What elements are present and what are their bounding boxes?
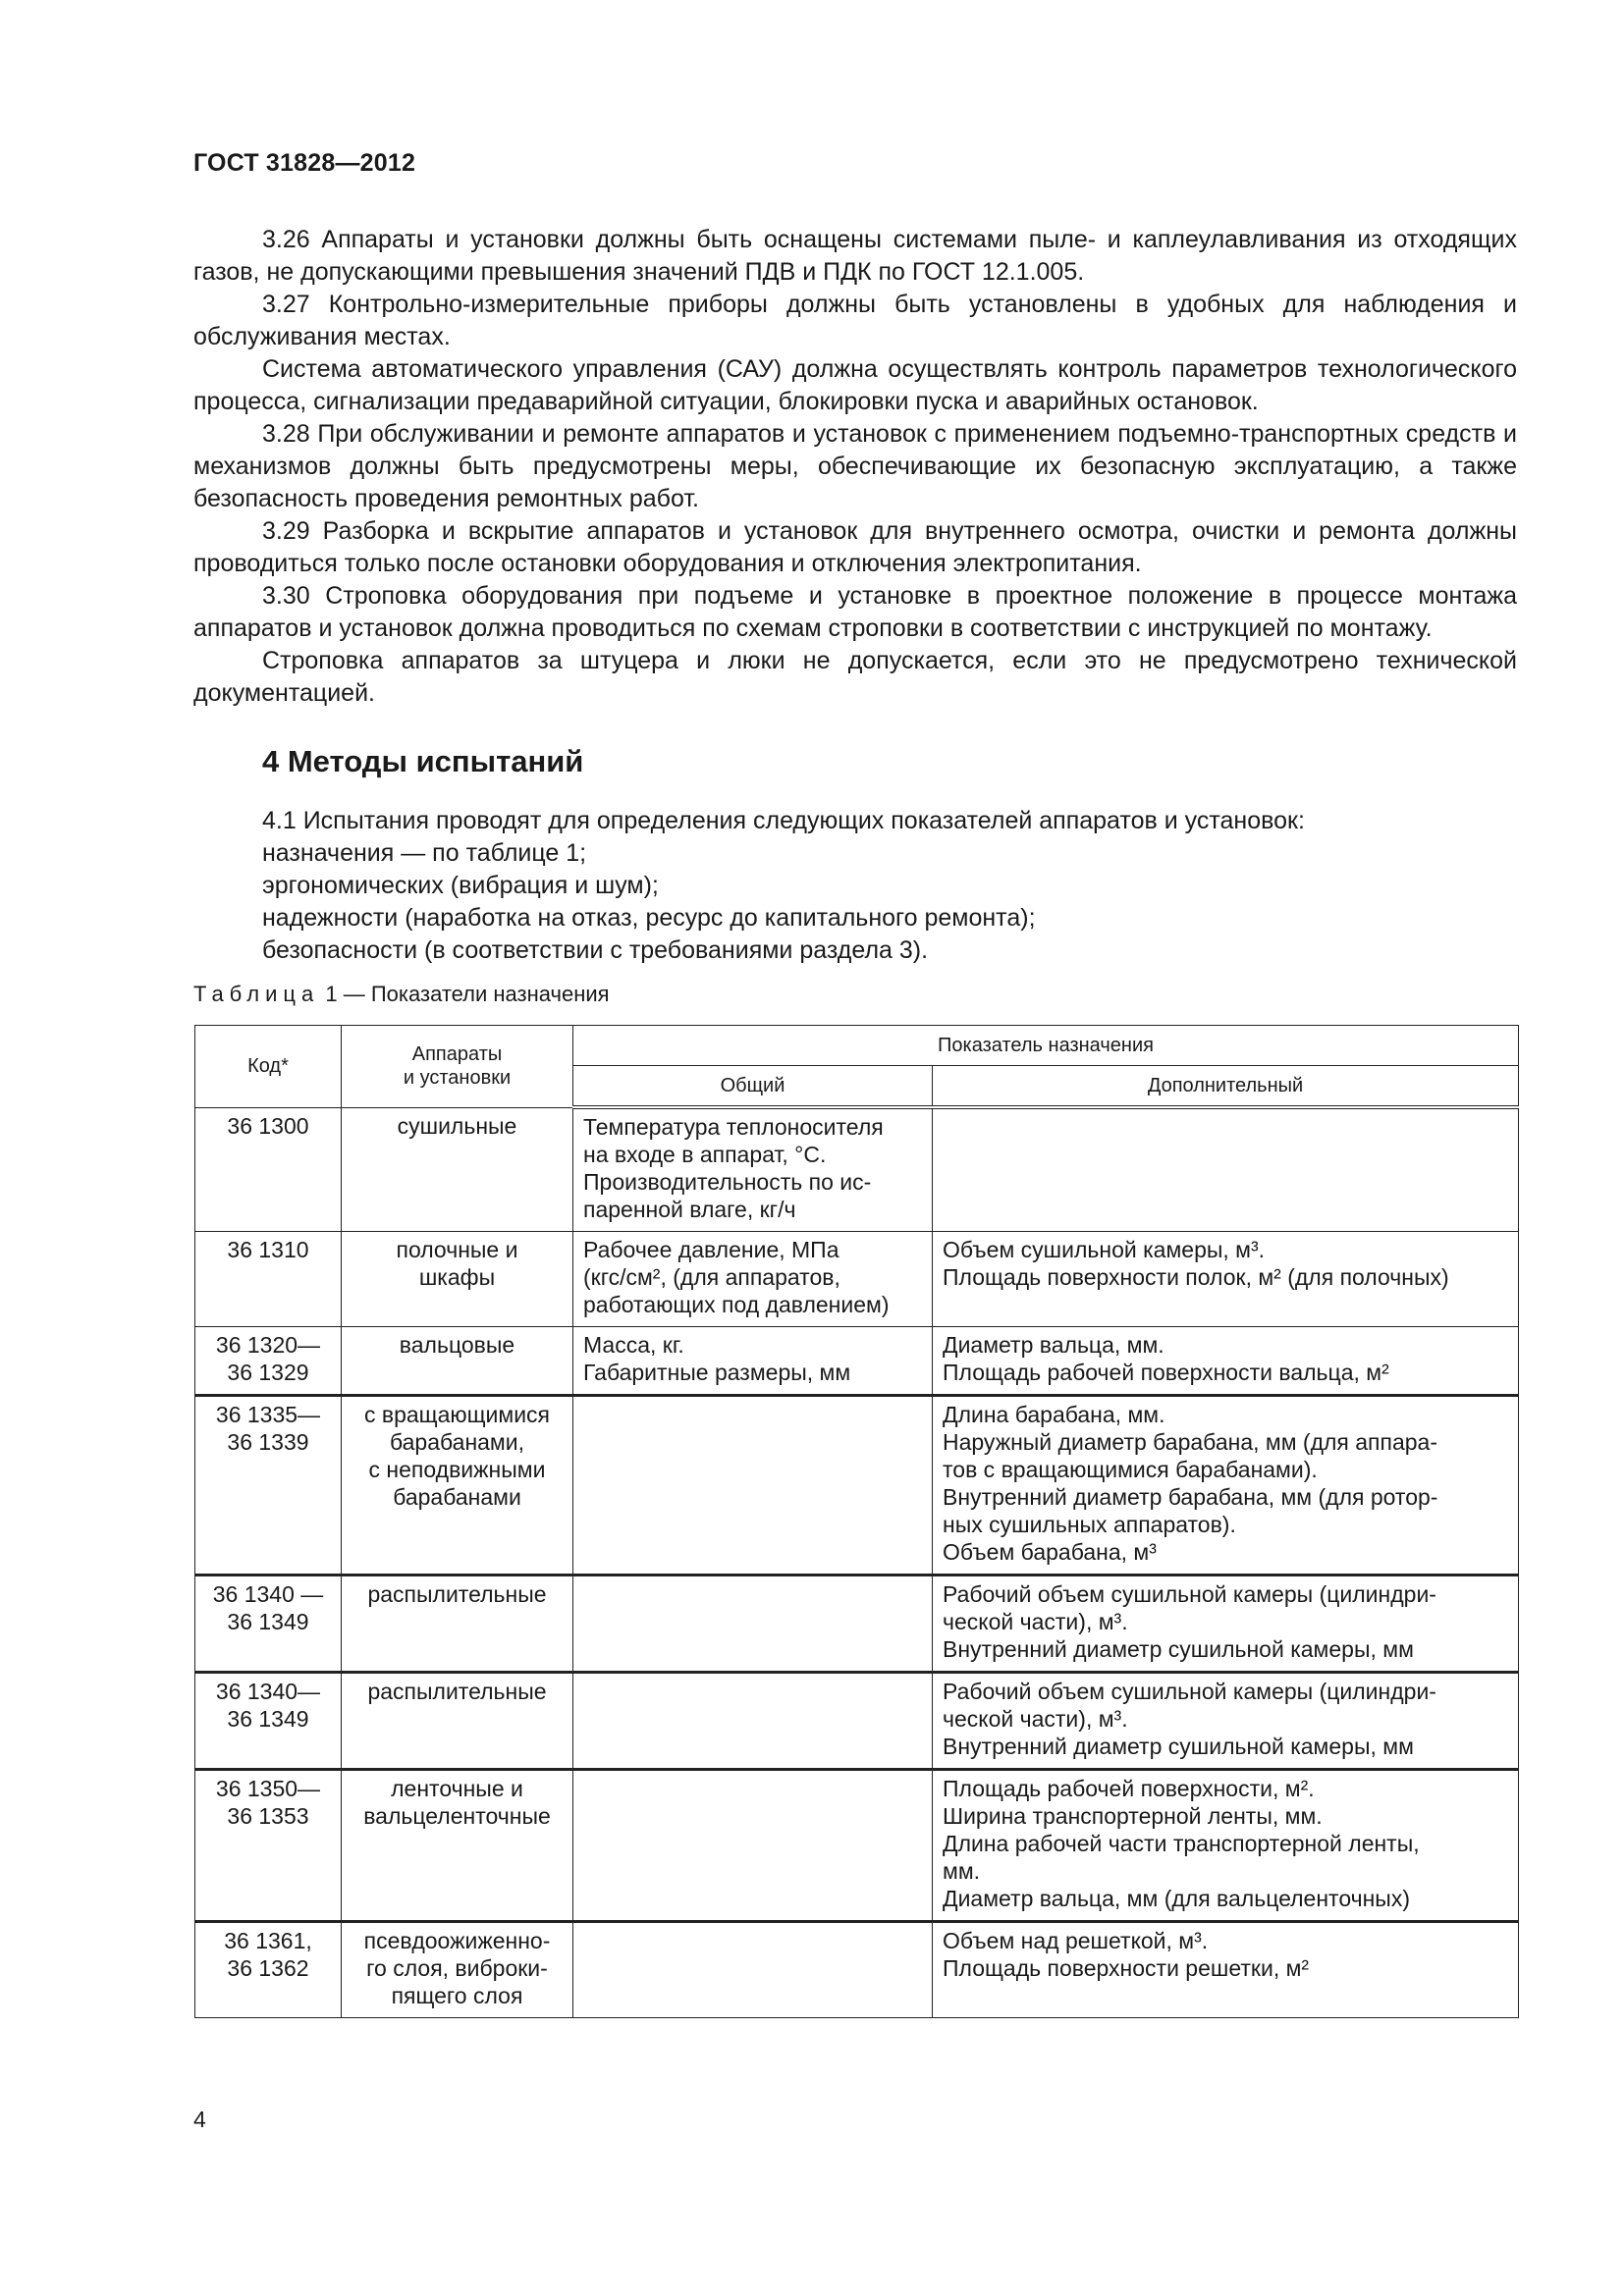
cell-line: ных сушильных аппаратов). xyxy=(943,1512,1236,1537)
cell-line: 36 1339 xyxy=(227,1429,309,1455)
cell-code xyxy=(195,1922,342,2018)
cell-line: ческой части), м³. xyxy=(943,1609,1128,1634)
list-line: 4.1 Испытания проводят для определения следующих показателей аппаратов и установок: xyxy=(262,807,1305,834)
document-header: ГОСТ 31828—2012 xyxy=(193,149,416,177)
cell-line: Рабочее давление, МПа xyxy=(583,1237,839,1262)
cell-line: шкафы xyxy=(418,1264,496,1290)
cell-line: 36 1340 — xyxy=(212,1581,324,1607)
cell-line: 36 1362 xyxy=(227,1955,309,1981)
cell-line: тов с вращающимися барабанами). xyxy=(943,1457,1318,1482)
table-row xyxy=(195,1922,1519,2018)
cell-line: Внутренний диаметр барабана, мм (для ротор- xyxy=(943,1484,1438,1510)
cell-additional xyxy=(933,1396,1519,1575)
list-line: надежности (наработка на отказ, ресурс до капитального ремонта); xyxy=(262,904,1036,932)
cell-line: го слоя, виброки- xyxy=(366,1955,548,1981)
cell-code xyxy=(195,1673,342,1770)
indicators-table xyxy=(194,1025,1519,2018)
cell-code xyxy=(195,1232,342,1327)
cell-line: барабанами xyxy=(393,1484,521,1510)
cell-line: Рабочий объем сушильной камеры (цилиндри- xyxy=(943,1581,1436,1607)
cell-line: вальцовые xyxy=(399,1332,515,1358)
cell-line: 36 1361, xyxy=(224,1928,312,1953)
cell-line: Длина рабочей части транспортерной ленты, xyxy=(943,1831,1420,1856)
cell-line: 36 1329 xyxy=(227,1360,309,1385)
cell-line: ческой части), м³. xyxy=(943,1706,1128,1732)
cell-line: 36 1300 xyxy=(227,1112,309,1139)
table-row xyxy=(195,1232,1519,1327)
cell-line: Внутренний диаметр сушильной камеры, мм xyxy=(943,1636,1414,1662)
cell-apparatus xyxy=(342,1922,573,2018)
table-body xyxy=(195,1107,1519,2018)
cell-line: (кгс/см², (для аппаратов, xyxy=(583,1264,840,1290)
header-code: Код* xyxy=(195,1026,342,1108)
paragraph: 3.29 Разборка и вскрытие аппаратов и установок для внутреннего осмотра, очистки и ремонта должны проводиться только после остановки оборудования и отключения электропитания. xyxy=(193,517,1517,577)
cell-general xyxy=(573,1575,933,1673)
list-line: безопасности (в соответствии с требованиями раздела 3). xyxy=(262,936,929,964)
cell-additional xyxy=(933,1107,1519,1232)
header-apparatus: Аппараты и установки xyxy=(342,1026,573,1108)
cell-line: 36 1353 xyxy=(227,1803,309,1829)
cell-line: с неподвижными xyxy=(368,1457,546,1482)
table-caption-text: 1 — Показатели назначения xyxy=(325,982,610,1006)
cell-apparatus xyxy=(342,1232,573,1327)
cell-apparatus xyxy=(342,1673,573,1770)
cell-line: псевдоожиженно- xyxy=(363,1928,551,1953)
cell-line: Ширина транспортерной ленты, мм. xyxy=(943,1803,1323,1829)
paragraph: Система автоматического управления (САУ) должна осуществлять контроль параметров технологического процесса, сигнализации предаварийной ситуации, блокировки пуска и аварийных остановок. xyxy=(193,355,1517,415)
cell-additional xyxy=(933,1922,1519,2018)
cell-general xyxy=(573,1396,933,1575)
cell-line: Объем сушильной камеры, м³. xyxy=(943,1237,1266,1262)
cell-general xyxy=(573,1673,933,1770)
cell-line: Габаритные размеры, мм xyxy=(583,1360,851,1385)
cell-apparatus xyxy=(342,1575,573,1673)
cell-line: полочные и xyxy=(396,1237,518,1262)
cell-code xyxy=(195,1107,342,1232)
cell-general xyxy=(573,1922,933,2018)
cell-line: распылительные xyxy=(367,1581,547,1607)
section-4-list xyxy=(262,805,1305,967)
cell-additional xyxy=(933,1327,1519,1396)
paragraph: 3.28 При обслуживании и ремонте аппаратов и установок с применением подъемно-транспортных средств и механизмов должны быть предусмотрены меры, обеспечивающие их безопасную эксплуатацию, а также безопасность проведения ремонтных работ. xyxy=(193,420,1517,512)
header-general: Общий xyxy=(573,1066,933,1108)
cell-line: на входе в аппарат, °С. xyxy=(583,1142,827,1167)
cell-line: мм. xyxy=(943,1858,981,1884)
list-line: эргономических (вибрация и шум); xyxy=(262,872,659,899)
cell-line: 36 1335— xyxy=(215,1402,321,1427)
paragraph: 3.27 Контрольно-измерительные приборы должны быть установлены в удобных для наблюдения и обслуживания местах. xyxy=(193,291,1517,350)
cell-line: Рабочий объем сушильной камеры (цилиндри- xyxy=(943,1679,1436,1704)
cell-line: ленточные и xyxy=(391,1776,523,1801)
cell-code xyxy=(195,1770,342,1922)
cell-additional xyxy=(933,1770,1519,1922)
cell-line: барабанами, xyxy=(389,1429,524,1455)
cell-apparatus xyxy=(342,1107,573,1232)
list-line: назначения — по таблице 1; xyxy=(262,839,587,867)
cell-line: распылительные xyxy=(367,1679,547,1704)
cell-line: с вращающимися xyxy=(363,1402,551,1427)
table-row xyxy=(195,1107,1519,1232)
section-3-text xyxy=(193,224,1517,710)
paragraph: 3.26 Аппараты и установки должны быть оснащены системами пыле- и каплеулавливания из отходящих газов, не допускающими превышения значений ПДВ и ПДК по ГОСТ 12.1.005. xyxy=(193,226,1517,286)
cell-line: 36 1349 xyxy=(227,1706,309,1732)
cell-general xyxy=(573,1107,933,1232)
cell-code xyxy=(195,1396,342,1575)
table-row xyxy=(195,1327,1519,1396)
table-row xyxy=(195,1673,1519,1770)
header-additional: Дополнительный xyxy=(933,1066,1519,1108)
cell-general xyxy=(573,1232,933,1327)
section-title: 4 Методы испытаний xyxy=(262,744,584,778)
cell-line: 36 1320— xyxy=(215,1332,321,1358)
cell-additional xyxy=(933,1575,1519,1673)
table-row xyxy=(195,1575,1519,1673)
cell-general xyxy=(573,1327,933,1396)
cell-additional xyxy=(933,1232,1519,1327)
cell-line: Внутренний диаметр сушильной камеры, мм xyxy=(943,1734,1414,1759)
cell-line: Площадь рабочей поверхности, м². xyxy=(943,1776,1315,1801)
cell-line: работающих под давлением) xyxy=(583,1292,890,1317)
table-row xyxy=(195,1396,1519,1575)
paragraph: Строповка аппаратов за штуцера и люки не допускается, если это не предусмотрено технической документацией. xyxy=(193,647,1517,707)
cell-line: Температура теплоносителя xyxy=(583,1114,884,1140)
cell-apparatus xyxy=(342,1327,573,1396)
cell-apparatus xyxy=(342,1396,573,1575)
cell-line: Объем над решеткой, м³. xyxy=(943,1928,1209,1953)
header-purpose: Показатель назначения xyxy=(573,1026,1519,1066)
table-caption xyxy=(193,982,610,1007)
cell-line: Площадь рабочей поверхности вальца, м² xyxy=(943,1360,1389,1385)
table-row xyxy=(195,1770,1519,1922)
cell-line: Диаметр вальца, мм. xyxy=(943,1332,1164,1358)
cell-line: Площадь поверхности решетки, м² xyxy=(943,1955,1310,1981)
cell-line: сушильные xyxy=(397,1112,517,1139)
table-caption-label: Таблица xyxy=(193,982,320,1006)
page-number: 4 xyxy=(193,2107,206,2132)
cell-line: пящего слоя xyxy=(391,1983,523,2008)
cell-line: Масса, кг. xyxy=(583,1332,684,1358)
cell-line: 36 1340— xyxy=(215,1679,321,1704)
cell-line: Длина барабана, мм. xyxy=(943,1402,1165,1427)
cell-line: 36 1310 xyxy=(227,1237,309,1262)
cell-code xyxy=(195,1327,342,1396)
cell-line: 36 1350— xyxy=(215,1776,321,1801)
cell-line: Наружный диаметр барабана, мм (для аппара- xyxy=(943,1429,1437,1455)
cell-general xyxy=(573,1770,933,1922)
cell-line: паренной влаге, кг/ч xyxy=(583,1197,796,1222)
cell-line: вальцеленточные xyxy=(363,1803,551,1829)
cell-code xyxy=(195,1575,342,1673)
paragraph: 3.30 Строповка оборудования при подъеме и установке в проектное положение в процессе монтажа аппаратов и установок должна проводиться по схемам строповки в соответствии с инструкцией по монтажу. xyxy=(193,582,1517,642)
cell-line: 36 1349 xyxy=(227,1609,309,1634)
cell-line: Объем барабана, м³ xyxy=(943,1539,1157,1565)
cell-apparatus xyxy=(342,1770,573,1922)
cell-line: Площадь поверхности полок, м² (для полочных) xyxy=(943,1264,1449,1290)
cell-line: Диаметр вальца, мм (для вальцеленточных) xyxy=(943,1886,1410,1911)
cell-additional xyxy=(933,1673,1519,1770)
cell-line: Производительность по ис- xyxy=(583,1169,872,1195)
